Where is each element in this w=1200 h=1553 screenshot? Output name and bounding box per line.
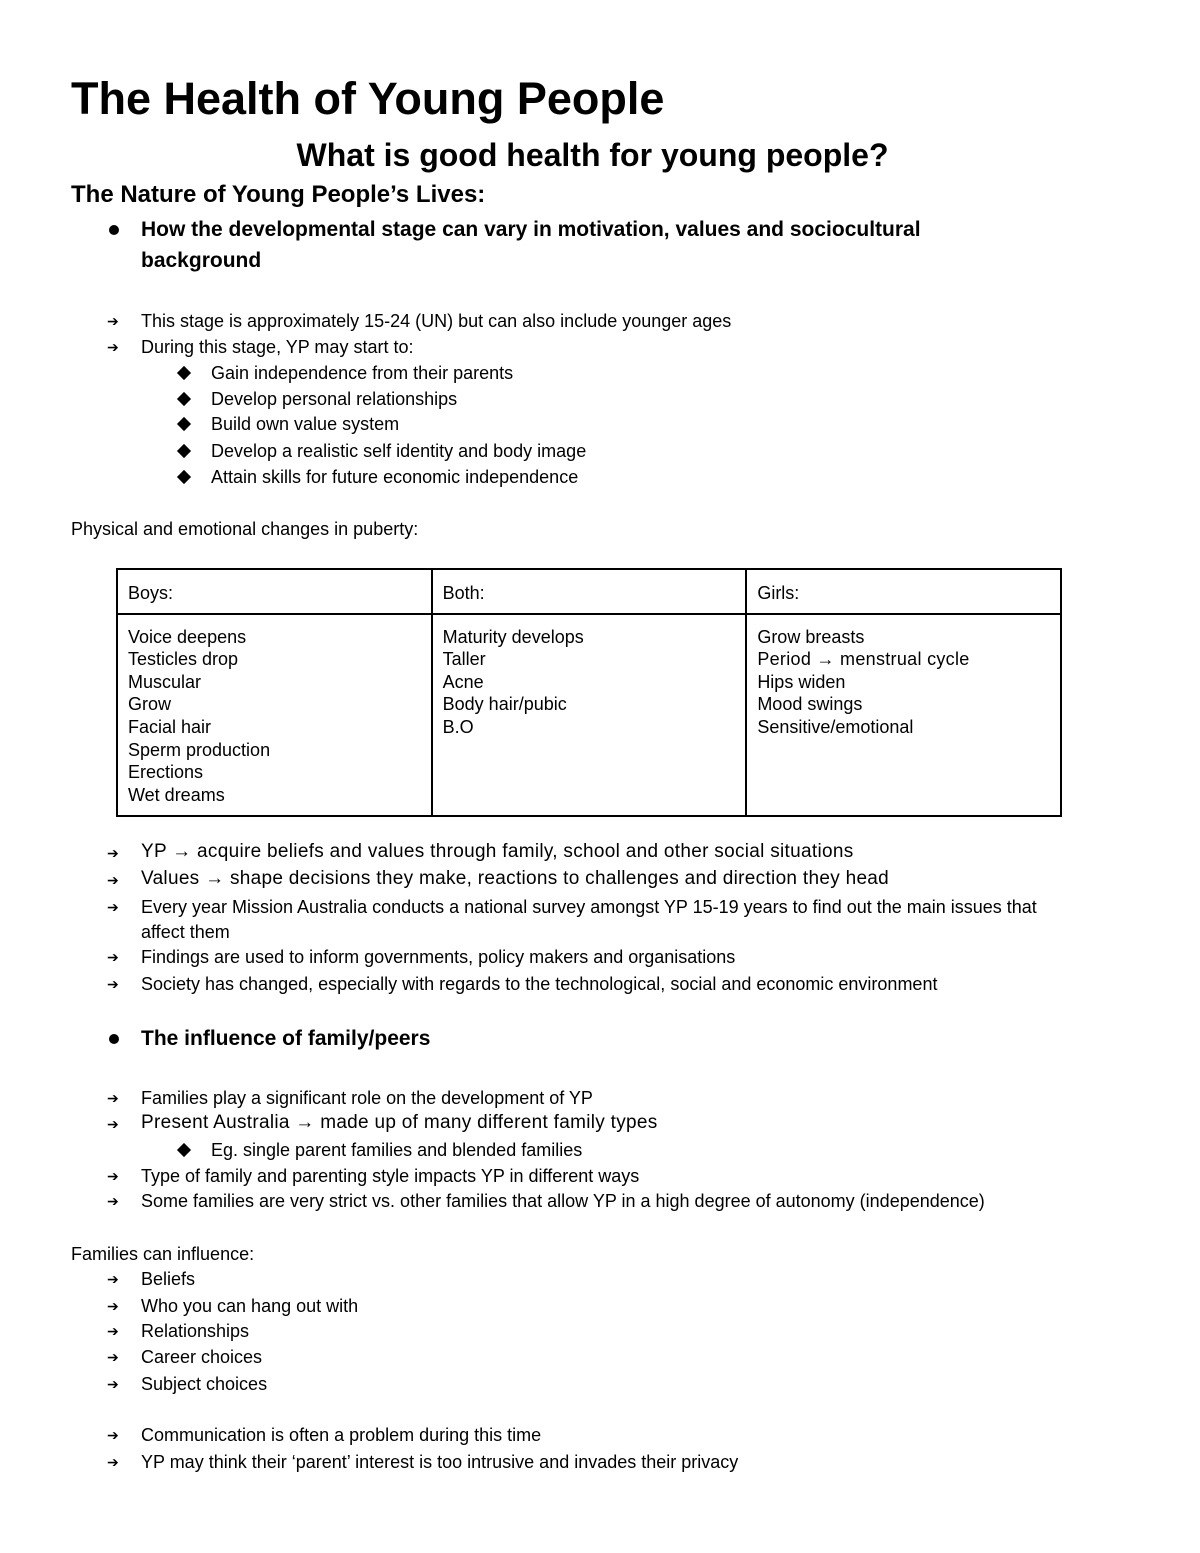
topic2-heading: The influence of family/peers [141, 1027, 431, 1050]
arrow-icon: ➔ [107, 1116, 119, 1132]
arrow-icon: ➔ [107, 1454, 119, 1470]
cell-line: B.O [442, 716, 474, 737]
cell-line: Hips widen [757, 671, 846, 692]
list-item: Subject choices [141, 1374, 268, 1394]
cell-line: Wet dreams [128, 784, 225, 805]
cell-line: Grow [128, 694, 172, 715]
arrow-icon: ➔ [107, 1193, 119, 1209]
list-item: Some families are very strict vs. other families that allow YP in a high degree of autonomy (independence) [141, 1191, 985, 1211]
topic1-heading-line2: background [141, 249, 262, 272]
arrow-icon: ➔ [107, 1376, 119, 1392]
arrow-icon: ➔ [107, 1271, 119, 1287]
sub-list-item: Develop a realistic self identity and body image [211, 441, 587, 461]
arrow-icon: ➔ [107, 976, 119, 992]
cell-line: Voice deepens [128, 626, 247, 647]
cell-line: Facial hair [128, 716, 212, 737]
list-item: Findings are used to inform governments, policy makers and organisations [141, 947, 736, 967]
cell-line: Period → menstrual cycle [757, 649, 970, 670]
bullet-icon [109, 225, 119, 235]
puberty-table [116, 568, 1062, 817]
header-boys: Boys: [117, 569, 432, 614]
boys-cell [117, 614, 432, 816]
page-title: The Health of Young People [71, 73, 665, 124]
families-intro: Families can influence: [71, 1244, 255, 1264]
list-item: Beliefs [141, 1269, 196, 1289]
list-item: Society has changed, especially with regards to the technological, social and economic environment [141, 974, 938, 994]
arrow-icon: ➔ [107, 1168, 119, 1184]
diamond-icon [177, 444, 191, 458]
topic1-heading-line1: How the developmental stage can vary in motivation, values and sociocultural [141, 218, 921, 241]
header-both: Both: [432, 569, 747, 614]
diamond-icon [177, 470, 191, 484]
list-item: During this stage, YP may start to: [141, 337, 414, 357]
arrow-icon: ➔ [107, 845, 119, 861]
table-header-row [117, 569, 1061, 614]
page-subtitle: What is good health for young people? [296, 137, 889, 173]
girls-cell [746, 614, 1061, 816]
arrow-icon: ➔ [107, 1090, 119, 1106]
cell-line: Sperm production [128, 739, 271, 760]
arrow-icon: ➔ [107, 949, 119, 965]
cell-line: Acne [442, 671, 484, 692]
list-item: Every year Mission Australia conducts a national survey amongst YP 15-19 years to find out the main issues that [141, 897, 1037, 917]
diamond-icon [177, 392, 191, 406]
bullet-icon [109, 1034, 119, 1044]
list-item: Values → shape decisions they make, reactions to challenges and direction they head [141, 868, 890, 889]
cell-line: Mood swings [757, 694, 863, 715]
sub-list-item: Build own value system [211, 414, 400, 434]
list-item-continued: affect them [141, 922, 230, 942]
sub-list-item: Develop personal relationships [211, 389, 458, 409]
cell-line: Maturity develops [442, 626, 584, 647]
cell-line: Testicles drop [128, 649, 239, 670]
diamond-icon [177, 417, 191, 431]
list-item: Relationships [141, 1321, 250, 1341]
arrow-icon: ➔ [107, 313, 119, 329]
list-item: YP → acquire beliefs and values through family, school and other social situations [141, 841, 854, 862]
diamond-icon [177, 366, 191, 380]
cell-line: Erections [128, 762, 204, 783]
list-item: Who you can hang out with [141, 1296, 359, 1316]
cell-line: Body hair/pubic [442, 694, 567, 715]
sub-list-item: Attain skills for future economic independence [211, 467, 579, 487]
cell-line: Sensitive/emotional [757, 716, 914, 737]
arrow-icon: ➔ [107, 339, 119, 355]
diamond-icon [177, 1143, 191, 1157]
arrow-icon: ➔ [107, 1349, 119, 1365]
arrow-icon: ➔ [107, 1298, 119, 1314]
list-item: Families play a significant role on the development of YP [141, 1088, 593, 1108]
list-item: This stage is approximately 15-24 (UN) but can also include younger ages [141, 311, 732, 331]
arrow-icon: ➔ [107, 872, 119, 888]
list-item: Type of family and parenting style impacts YP in different ways [141, 1166, 640, 1186]
both-cell [432, 614, 747, 816]
arrow-icon: ➔ [107, 1427, 119, 1443]
list-item: Career choices [141, 1347, 263, 1367]
sub-list-item: Gain independence from their parents [211, 363, 514, 383]
arrow-icon: ➔ [107, 899, 119, 915]
arrow-icon: ➔ [107, 1323, 119, 1339]
table-intro: Physical and emotional changes in puberty: [71, 519, 419, 539]
table-row [117, 614, 1061, 816]
header-girls: Girls: [746, 569, 1061, 614]
cell-line: Grow breasts [757, 626, 865, 647]
sub-list-item: Eg. single parent families and blended families [211, 1140, 583, 1160]
section-heading: The Nature of Young People’s Lives: [71, 181, 486, 208]
cell-line: Muscular [128, 671, 202, 692]
list-item: Present Australia → made up of many different family types [141, 1112, 658, 1133]
list-item: Communication is often a problem during this time [141, 1425, 542, 1445]
cell-line: Taller [442, 649, 486, 670]
list-item: YP may think their ‘parent’ interest is too intrusive and invades their privacy [141, 1452, 739, 1472]
